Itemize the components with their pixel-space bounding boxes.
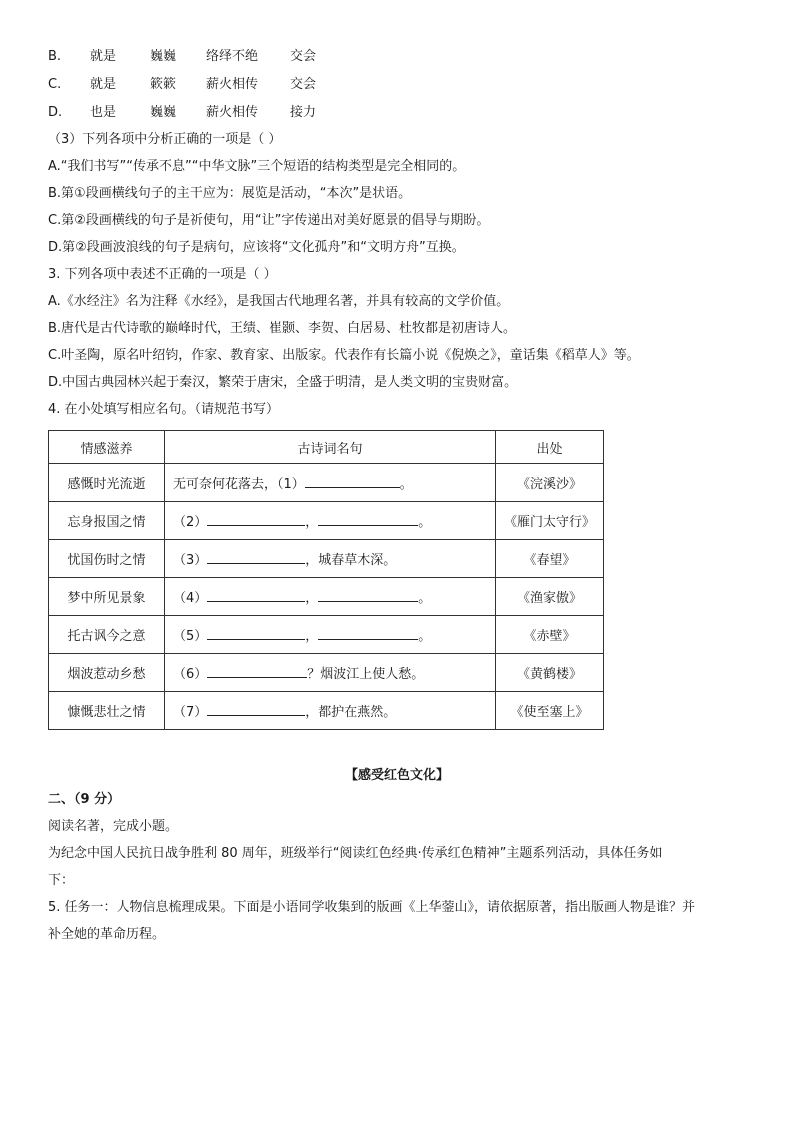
source-cell: 《雁门太守行》 (496, 502, 604, 540)
answer-blank[interactable] (305, 475, 400, 488)
section-title: 【感受红色文化】 (344, 768, 449, 783)
source-cell: 《使至塞上》 (496, 692, 604, 730)
answer-blank[interactable] (318, 513, 418, 526)
poem-suffix: 。 (399, 477, 413, 492)
source-cell: 《春望》 (496, 540, 604, 578)
option-c (48, 76, 316, 94)
option-b (48, 48, 316, 66)
emotion-cell: 慷慨悲壮之情 (49, 692, 165, 730)
part-2-heading: 二、（9 分） (48, 792, 121, 807)
part-2-context-line-1: 为纪念中国人民抗日战争胜利 80 周年，班级举行“阅读红色经典·传承红色精神”主题系列活动，具体任务如 (48, 846, 663, 861)
answer-blank[interactable] (207, 703, 305, 716)
table-row (49, 654, 604, 692)
emotion-cell: 忧国伤时之情 (49, 540, 165, 578)
poem-cell (165, 654, 496, 692)
question-5-line-2: 补全她的革命历程。 (48, 927, 166, 942)
poem-cell (165, 616, 496, 654)
option-word: 络绎不绝 (206, 49, 259, 64)
poem-cell (165, 540, 496, 578)
poem-suffix: ？烟波江上使人愁。 (307, 667, 425, 682)
header-poem-line: 古诗词名句 (165, 431, 496, 464)
poem-prefix: （5） (173, 629, 208, 644)
option-d (48, 104, 316, 122)
emotion-cell: 烟波惹动乡愁 (49, 654, 165, 692)
question-3b-option-c: C.叶圣陶，原名叶绍钧，作家、教育家、出版家。代表作有长篇小说《倪焕之》，童话集《稻草人》等。 (48, 348, 640, 363)
poem-prefix: （4） (173, 591, 208, 606)
part-2-context-line-2: 下： (48, 873, 75, 888)
source-cell: 《赤壁》 (496, 616, 604, 654)
source-cell: 《渔家傲》 (496, 578, 604, 616)
poem-suffix: 。 (418, 515, 432, 530)
table-row (49, 540, 604, 578)
emotion-cell: 托古讽今之意 (49, 616, 165, 654)
answer-blank[interactable] (207, 551, 305, 564)
question-3b-option-d: D.中国古典园林兴起于秦汉，繁荣于唐宋，全盛于明清，是人类文明的宝贵财富。 (48, 375, 518, 390)
poem-suffix: ，都护在燕然。 (305, 705, 397, 720)
option-word: 薪火相传 (206, 105, 259, 120)
question-3b-stem: 3. 下列各项中表述不正确的一项是（ ） (48, 267, 277, 282)
poem-suffix: 。 (418, 629, 432, 644)
poem-prefix: （2） (173, 515, 208, 530)
poem-prefix: （3） (173, 553, 208, 568)
table-row (49, 578, 604, 616)
emotion-cell: 忘身报国之情 (49, 502, 165, 540)
table-row (49, 692, 604, 730)
table-row (49, 502, 604, 540)
poem-separator: ， (305, 591, 319, 606)
question-3-option-a: A.“我们书写”“传承不息”“中华文脉”三个短语的结构类型是完全相同的。 (48, 159, 466, 174)
header-emotion: 情感滋养 (49, 431, 165, 464)
answer-blank[interactable] (207, 665, 307, 678)
option-word: 就是 (90, 49, 117, 64)
question-3-option-b: B.第①段画横线句子的主干应为：展览是活动，“本次”是状语。 (48, 186, 412, 201)
poem-prefix: （6） (173, 667, 208, 682)
question-4-stem: 4. 在小处填写相应名句。（请规范书写） (48, 402, 280, 417)
question-3b-option-b: B.唐代是古代诗歌的巅峰时代，王绩、崔颢、李贺、白居易、杜牧都是初唐诗人。 (48, 321, 517, 336)
poem-prefix: 无可奈何花落去，（1） (173, 477, 305, 492)
table-row (49, 616, 604, 654)
option-word: 交会 (290, 49, 317, 64)
question-3-option-d: D.第②段画波浪线的句子是病句，应该将“文化孤舟”和“文明方舟”互换。 (48, 240, 465, 255)
poem-cell (165, 502, 496, 540)
answer-blank[interactable] (207, 589, 305, 602)
poem-table (48, 430, 604, 730)
poem-prefix: （7） (173, 705, 208, 720)
answer-blank[interactable] (318, 589, 418, 602)
answer-blank[interactable] (207, 627, 305, 640)
poem-separator: ， (305, 515, 319, 530)
table-header-row (49, 431, 604, 464)
header-source: 出处 (496, 431, 604, 464)
option-word: 巍巍 (150, 105, 177, 120)
question-5-line-1: 5. 任务一：人物信息梳理成果。下面是小语同学收集到的版画《上华蓥山》，请依据原著，指出版画人物是谁？并 (48, 900, 696, 915)
question-3-option-c: C.第②段画横线的句子是祈使句，用“让”字传递出对美好愿景的倡导与期盼。 (48, 213, 490, 228)
poem-suffix: 。 (418, 591, 432, 606)
option-word: 也是 (90, 105, 117, 120)
poem-cell (165, 692, 496, 730)
option-letter: B. (48, 49, 62, 64)
option-word: 巍巍 (150, 49, 177, 64)
option-letter: C. (48, 77, 62, 92)
poem-cell (165, 464, 496, 502)
table-row (49, 464, 604, 502)
source-cell: 《浣溪沙》 (496, 464, 604, 502)
source-cell: 《黄鹤楼》 (496, 654, 604, 692)
answer-blank[interactable] (318, 627, 418, 640)
question-3b-option-a: A.《水经注》名为注释《水经》，是我国古代地理名著，并具有较高的文学价值。 (48, 294, 510, 309)
emotion-cell: 梦中所见景象 (49, 578, 165, 616)
option-word: 就是 (90, 77, 117, 92)
option-word: 薪火相传 (206, 77, 259, 92)
option-word: 接力 (290, 105, 317, 120)
part-2-intro: 阅读名著，完成小题。 (48, 819, 179, 834)
option-letter: D. (48, 105, 63, 120)
emotion-cell: 感慨时光流逝 (49, 464, 165, 502)
option-word: 交会 (290, 77, 317, 92)
answer-blank[interactable] (207, 513, 305, 526)
poem-separator: ， (305, 629, 319, 644)
option-word: 簌簌 (150, 77, 177, 92)
poem-suffix: ，城春草木深。 (305, 553, 397, 568)
poem-cell (165, 578, 496, 616)
question-3-stem: （3）下列各项中分析正确的一项是（ ） (48, 132, 282, 147)
